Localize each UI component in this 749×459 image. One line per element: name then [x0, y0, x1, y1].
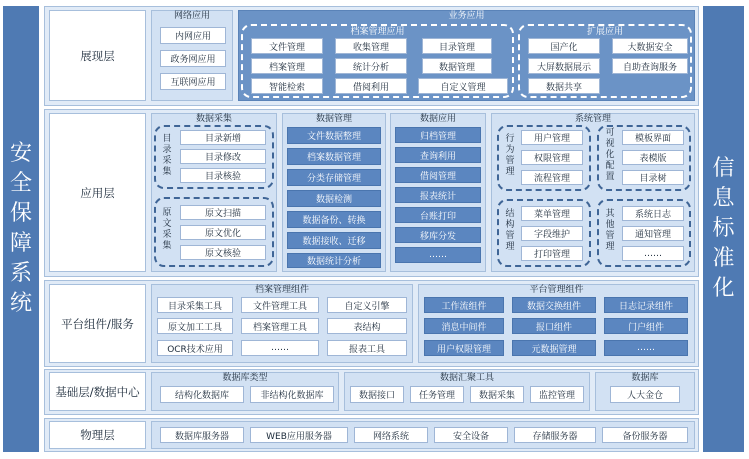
other-manage-label: 其他管理: [605, 209, 615, 252]
dm-statistics[interactable]: 数据统计分析: [287, 253, 381, 268]
platform-layer-label: 平台组件/服务: [49, 284, 146, 363]
pc-catalog-tool[interactable]: 目录采集工具: [157, 297, 233, 313]
security-system-label: 安全保障系统: [9, 141, 32, 316]
pm-user-permission[interactable]: 用户权限管理: [424, 340, 504, 356]
pc-table-structure[interactable]: 表结构: [327, 318, 407, 334]
gather-collect[interactable]: 数据采集: [470, 386, 524, 403]
app-collect-manage[interactable]: 收集管理: [335, 38, 407, 54]
pm-workflow[interactable]: 工作流组件: [424, 297, 504, 313]
db-kingbase[interactable]: 人大金仓: [610, 386, 680, 403]
sm-more: ……: [622, 246, 684, 261]
app-bigdata-security[interactable]: 大数据安全: [612, 38, 688, 54]
da-report[interactable]: 报表统计: [395, 187, 481, 203]
pm-data-exchange[interactable]: 数据交换组件: [512, 297, 596, 313]
app-data-manage[interactable]: 数据管理: [422, 58, 492, 74]
da-borrow[interactable]: 借阅管理: [395, 167, 481, 183]
sm-flow-manage[interactable]: 流程管理: [521, 170, 583, 185]
da-distribute[interactable]: 移库分发: [395, 227, 481, 243]
app-statistics[interactable]: 统计分析: [335, 58, 407, 74]
sm-menu-manage[interactable]: 菜单管理: [521, 206, 583, 221]
info-standard-label: 信息标准化: [712, 156, 735, 301]
archive-components-title: 档案管理组件: [254, 285, 309, 295]
gather-task[interactable]: 任务管理: [410, 386, 464, 403]
da-query[interactable]: 查询利用: [395, 147, 481, 163]
app-localization[interactable]: 国产化: [528, 38, 600, 54]
app-smart-search[interactable]: 智能检索: [251, 78, 323, 94]
application-layer-label: 应用层: [49, 113, 146, 272]
app-self-query[interactable]: 自助查询服务: [612, 58, 688, 74]
sm-print-manage[interactable]: 打印管理: [521, 246, 583, 261]
app-big-screen[interactable]: 大屏数据展示: [528, 58, 600, 74]
data-manage-title: 数据管理: [315, 114, 352, 124]
catalog-edit[interactable]: 目录修改: [180, 149, 266, 164]
sm-field-maintain[interactable]: 字段维护: [521, 226, 583, 241]
presentation-layer-label: 展现层: [49, 10, 146, 101]
da-archive[interactable]: 归档管理: [395, 127, 481, 143]
sm-permission-manage[interactable]: 权限管理: [521, 150, 583, 165]
dm-receive-migrate[interactable]: 数据接收、迁移: [287, 232, 381, 249]
sm-table-template[interactable]: 表模版: [622, 150, 684, 165]
pc-file-tool[interactable]: 文件管理工具: [241, 297, 319, 313]
da-print[interactable]: 台账打印: [395, 207, 481, 223]
pc-custom-engine[interactable]: 自定义引擎: [327, 297, 407, 313]
catalog-collect-label: 目录采集: [162, 134, 172, 177]
dm-file-organize[interactable]: 文件数据整理: [287, 127, 381, 144]
network-app-internet[interactable]: 互联网应用: [160, 73, 226, 90]
structure-manage-label: 结构管理: [505, 209, 515, 252]
network-app-gov[interactable]: 政务网应用: [160, 50, 226, 67]
app-catalog-manage[interactable]: 目录管理: [422, 38, 492, 54]
dm-class-storage[interactable]: 分类存储管理: [287, 169, 381, 186]
da-more: ……: [395, 247, 481, 263]
app-file-manage[interactable]: 文件管理: [251, 38, 323, 54]
app-archive-manage[interactable]: 档案管理: [251, 58, 323, 74]
database-title: 数据库: [631, 373, 659, 383]
phy-network[interactable]: 网络系统: [354, 427, 428, 443]
pc-archive-tool[interactable]: 档案管理工具: [241, 318, 319, 334]
system-manage-title: 系统管理: [574, 114, 611, 124]
original-collect-label: 原文采集: [162, 208, 172, 251]
pc-original-tool[interactable]: 原文加工工具: [157, 318, 233, 334]
db-type-title: 数据库类型: [222, 373, 268, 383]
sm-user-manage[interactable]: 用户管理: [521, 130, 583, 145]
pc-more: ……: [241, 340, 319, 356]
security-system-bar: [3, 6, 39, 452]
sm-catalog-tree[interactable]: 目录树: [622, 170, 684, 185]
data-collect-title: 数据采集: [195, 114, 232, 124]
phy-web-server[interactable]: WEB应用服务器: [250, 427, 348, 443]
sm-template-ui[interactable]: 模板界面: [622, 130, 684, 145]
pc-ocr[interactable]: OCR技术应用: [157, 340, 233, 356]
catalog-add[interactable]: 目录新增: [180, 130, 266, 145]
network-app-intranet[interactable]: 内网应用: [160, 27, 226, 44]
original-scan[interactable]: 原文扫描: [180, 205, 266, 220]
expand-app-title: 扩展应用: [586, 27, 623, 37]
business-apps-title: 业务应用: [448, 11, 485, 21]
dm-data-detect[interactable]: 数据检测: [287, 190, 381, 207]
physical-layer-label: 物理层: [49, 421, 146, 449]
info-standard-bar: [703, 6, 744, 452]
sm-system-log[interactable]: 系统日志: [622, 206, 684, 221]
phy-storage[interactable]: 存储服务器: [514, 427, 596, 443]
gather-interface[interactable]: 数据接口: [350, 386, 404, 403]
pm-portal[interactable]: 门户组件: [604, 318, 688, 334]
behavior-manage-label: 行为管理: [505, 134, 515, 177]
pm-more: ……: [604, 340, 688, 356]
sm-notice-manage[interactable]: 通知管理: [622, 226, 684, 241]
phy-security[interactable]: 安全设备: [434, 427, 508, 443]
platform-components-title: 平台管理组件: [529, 285, 584, 295]
original-optimize[interactable]: 原文优化: [180, 225, 266, 240]
dm-backup-convert[interactable]: 数据备份、转换: [287, 211, 381, 228]
pm-metadata[interactable]: 元数据管理: [512, 340, 596, 356]
catalog-verify[interactable]: 目录核验: [180, 168, 266, 183]
app-custom-manage[interactable]: 自定义管理: [418, 78, 508, 94]
phy-db-server[interactable]: 数据库服务器: [160, 427, 244, 443]
gather-monitor[interactable]: 监控管理: [530, 386, 584, 403]
visual-config-label: 可视化配置: [605, 128, 615, 182]
pm-interface[interactable]: 报口组件: [512, 318, 596, 334]
pm-message[interactable]: 消息中间件: [424, 318, 504, 334]
dm-archive-data[interactable]: 档案数据管理: [287, 148, 381, 165]
pc-report-tool[interactable]: 报表工具: [327, 340, 407, 356]
archives-app-title: 档案管理应用: [350, 27, 405, 37]
db-structured[interactable]: 结构化数据库: [160, 386, 244, 403]
data-gather-title: 数据汇聚工具: [439, 373, 494, 383]
db-unstructured[interactable]: 非结构化数据库: [250, 386, 334, 403]
phy-backup[interactable]: 备份服务器: [602, 427, 688, 443]
network-apps-title: 网络应用: [173, 11, 210, 21]
data-apply-title: 数据应用: [419, 114, 456, 124]
pm-log[interactable]: 日志记录组件: [604, 297, 688, 313]
app-data-share[interactable]: 数据共享: [528, 78, 600, 94]
app-borrow[interactable]: 借阅利用: [335, 78, 407, 94]
original-verify[interactable]: 原文核验: [180, 245, 266, 260]
base-layer-label: 基础层/数据中心: [49, 372, 146, 411]
